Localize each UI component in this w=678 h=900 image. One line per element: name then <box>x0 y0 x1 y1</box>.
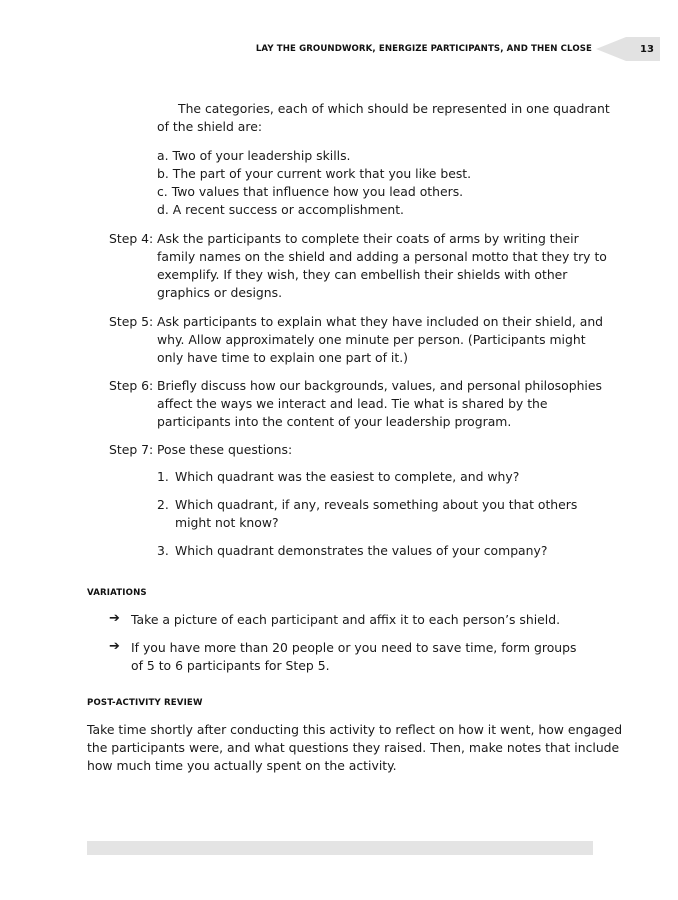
review-line: Take time shortly after conducting this activity to reflect on how it went, how engaged <box>87 722 623 737</box>
arrow-bullet-icon: ➔ <box>109 639 120 654</box>
step-6-label: Step 6: <box>109 378 154 393</box>
footer-bar <box>87 841 593 855</box>
step-5-label: Step 5: <box>109 314 154 329</box>
step-4-line: graphics or designs. <box>157 285 283 300</box>
step-6-line: participants into the content of your leadership program. <box>157 414 512 429</box>
page-number: 13 <box>640 44 654 55</box>
step-5-line: only have time to explain one part of it.) <box>157 350 408 365</box>
variation-line: If you have more than 20 people or you need to save time, form groups <box>131 640 577 655</box>
question-line: Which quadrant demonstrates the values of your company? <box>175 543 548 558</box>
intro-line-1: The categories, each of which should be represented in one quadrant <box>178 101 610 116</box>
step-4-line: exemplify. If they wish, they can embellish their shields with other <box>157 267 568 282</box>
list-item: b. The part of your current work that you like best. <box>157 166 472 181</box>
question-line: Which quadrant, if any, reveals something about you that others <box>175 497 578 512</box>
list-item: a. Two of your leadership skills. <box>157 148 351 163</box>
question-marker: 3. <box>157 543 169 558</box>
step-4-line: Ask the participants to complete their coats of arms by writing their <box>157 231 579 246</box>
question-marker: 1. <box>157 469 169 484</box>
step-6-line: affect the ways we interact and lead. Tie what is shared by the <box>157 396 548 411</box>
variation-line: Take a picture of each participant and affix it to each person’s shield. <box>131 612 561 627</box>
review-heading: POST-ACTIVITY REVIEW <box>87 698 203 708</box>
intro-line-2: of the shield are: <box>157 119 262 134</box>
step-6-line: Briefly discuss how our backgrounds, values, and personal philosophies <box>157 378 602 393</box>
review-line: how much time you actually spent on the activity. <box>87 758 397 773</box>
list-item: d. A recent success or accomplishment. <box>157 202 405 217</box>
question-marker: 2. <box>157 497 169 512</box>
question-line: might not know? <box>175 515 279 530</box>
step-7-label: Step 7: <box>109 442 154 457</box>
step-5-line: why. Allow approximately one minute per person. (Participants might <box>157 332 586 347</box>
arrow-bullet-icon: ➔ <box>109 611 120 626</box>
step-4-line: family names on the shield and adding a personal motto that they try to <box>157 249 607 264</box>
step-4-label: Step 4: <box>109 231 154 246</box>
step-5-line: Ask participants to explain what they have included on their shield, and <box>157 314 604 329</box>
variations-heading: VARIATIONS <box>87 588 147 598</box>
running-header: LAY THE GROUNDWORK, ENERGIZE PARTICIPANTS, AND THEN CLOSE <box>255 44 592 54</box>
step-7-line: Pose these questions: <box>157 442 293 457</box>
list-item: c. Two values that influence how you lead others. <box>157 184 464 199</box>
variation-line: of 5 to 6 participants for Step 5. <box>131 658 330 673</box>
question-line: Which quadrant was the easiest to complete, and why? <box>175 469 520 484</box>
review-line: the participants were, and what questions they raised. Then, make notes that include <box>87 740 620 755</box>
